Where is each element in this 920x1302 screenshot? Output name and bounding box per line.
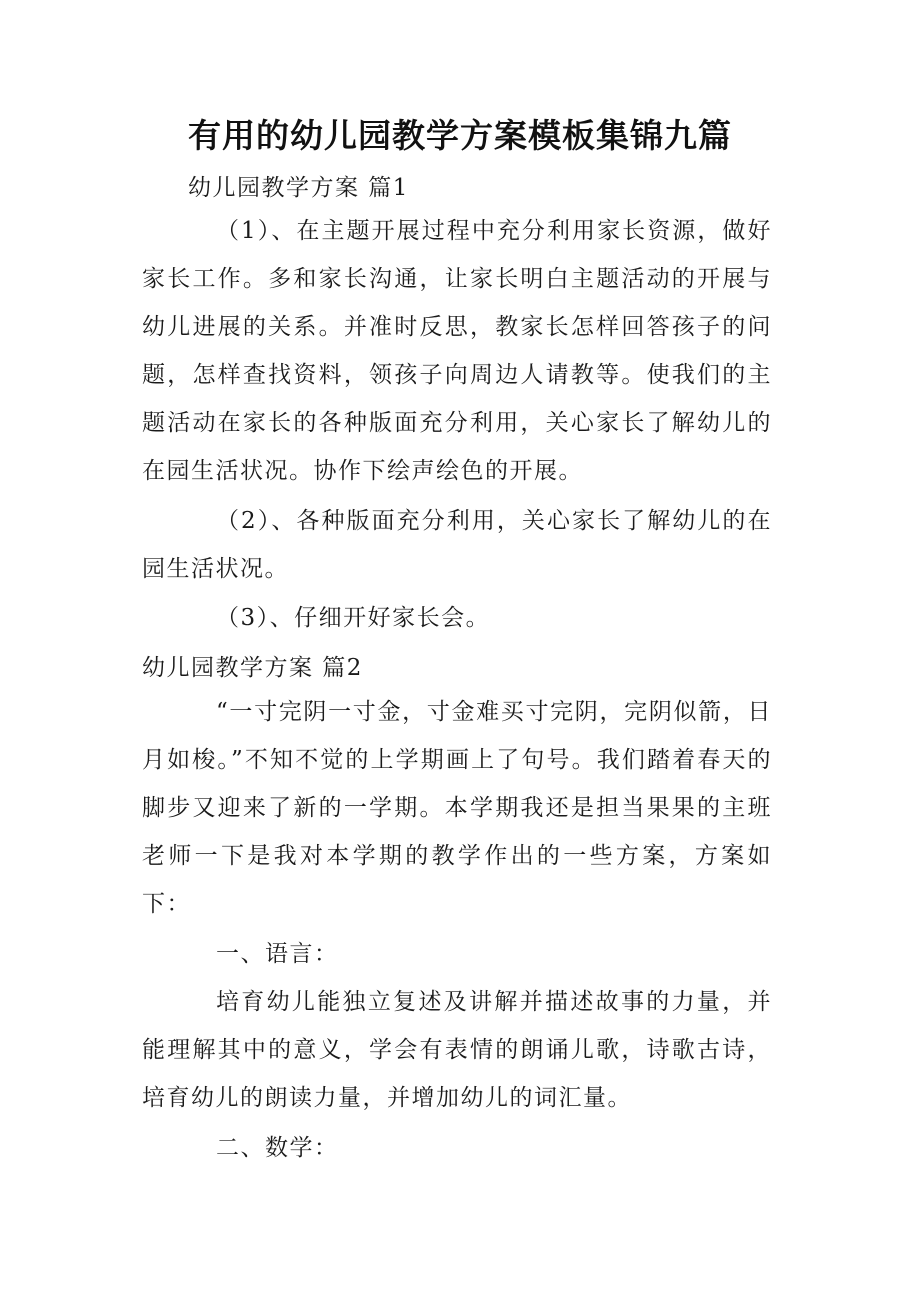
- section-2-paragraph-language: 培育幼儿能独立复述及讲解并描述故事的力量，并能理解其中的意义，学会有表情的朗诵儿歌，诗歌古诗，培育幼儿的朗读力量，并增加幼儿的词汇量。: [142, 989, 772, 1111]
- section-1-paragraph-3: （3）、仔细开好家长会。: [216, 605, 491, 631]
- section-2-paragraph-1: “一寸完阴一寸金，寸金难买寸完阴，完阴似箭，日月如梭。”不知不觉的上学期画上了句号。我们踏着春天的脚步又迎来了新的一学期。本学期我还是担当果果的主班老师一下是我对本学期的教学作出的一些方案，方案如下：: [142, 699, 772, 917]
- section-2-subheading-math: 二、数学：: [216, 1135, 339, 1161]
- section-2-subheading-language: 一、语言：: [216, 941, 339, 967]
- document-title: 有用的幼儿园教学方案模板集锦九篇: [188, 116, 732, 155]
- section-1-heading: 幼儿园教学方案 篇1: [188, 175, 409, 201]
- section-1-paragraph-1: （1）、在主题开展过程中充分利用家长资源，做好家长工作。多和家长沟通，让家长明白主题活动的开展与幼儿进展的关系。并准时反思，教家长怎样回答孩子的问题，怎样查找资料，领孩子向周边人请教等。使我们的主题活动在家长的各种版面充分利用，关心家长了解幼儿的在园生活状况。协作下绘声绘色的开展。: [142, 218, 772, 484]
- section-1-paragraph-2: （2）、各种版面充分利用，关心家长了解幼儿的在园生活状况。: [142, 508, 772, 582]
- section-2-heading: 幼儿园教学方案 篇2: [142, 655, 363, 681]
